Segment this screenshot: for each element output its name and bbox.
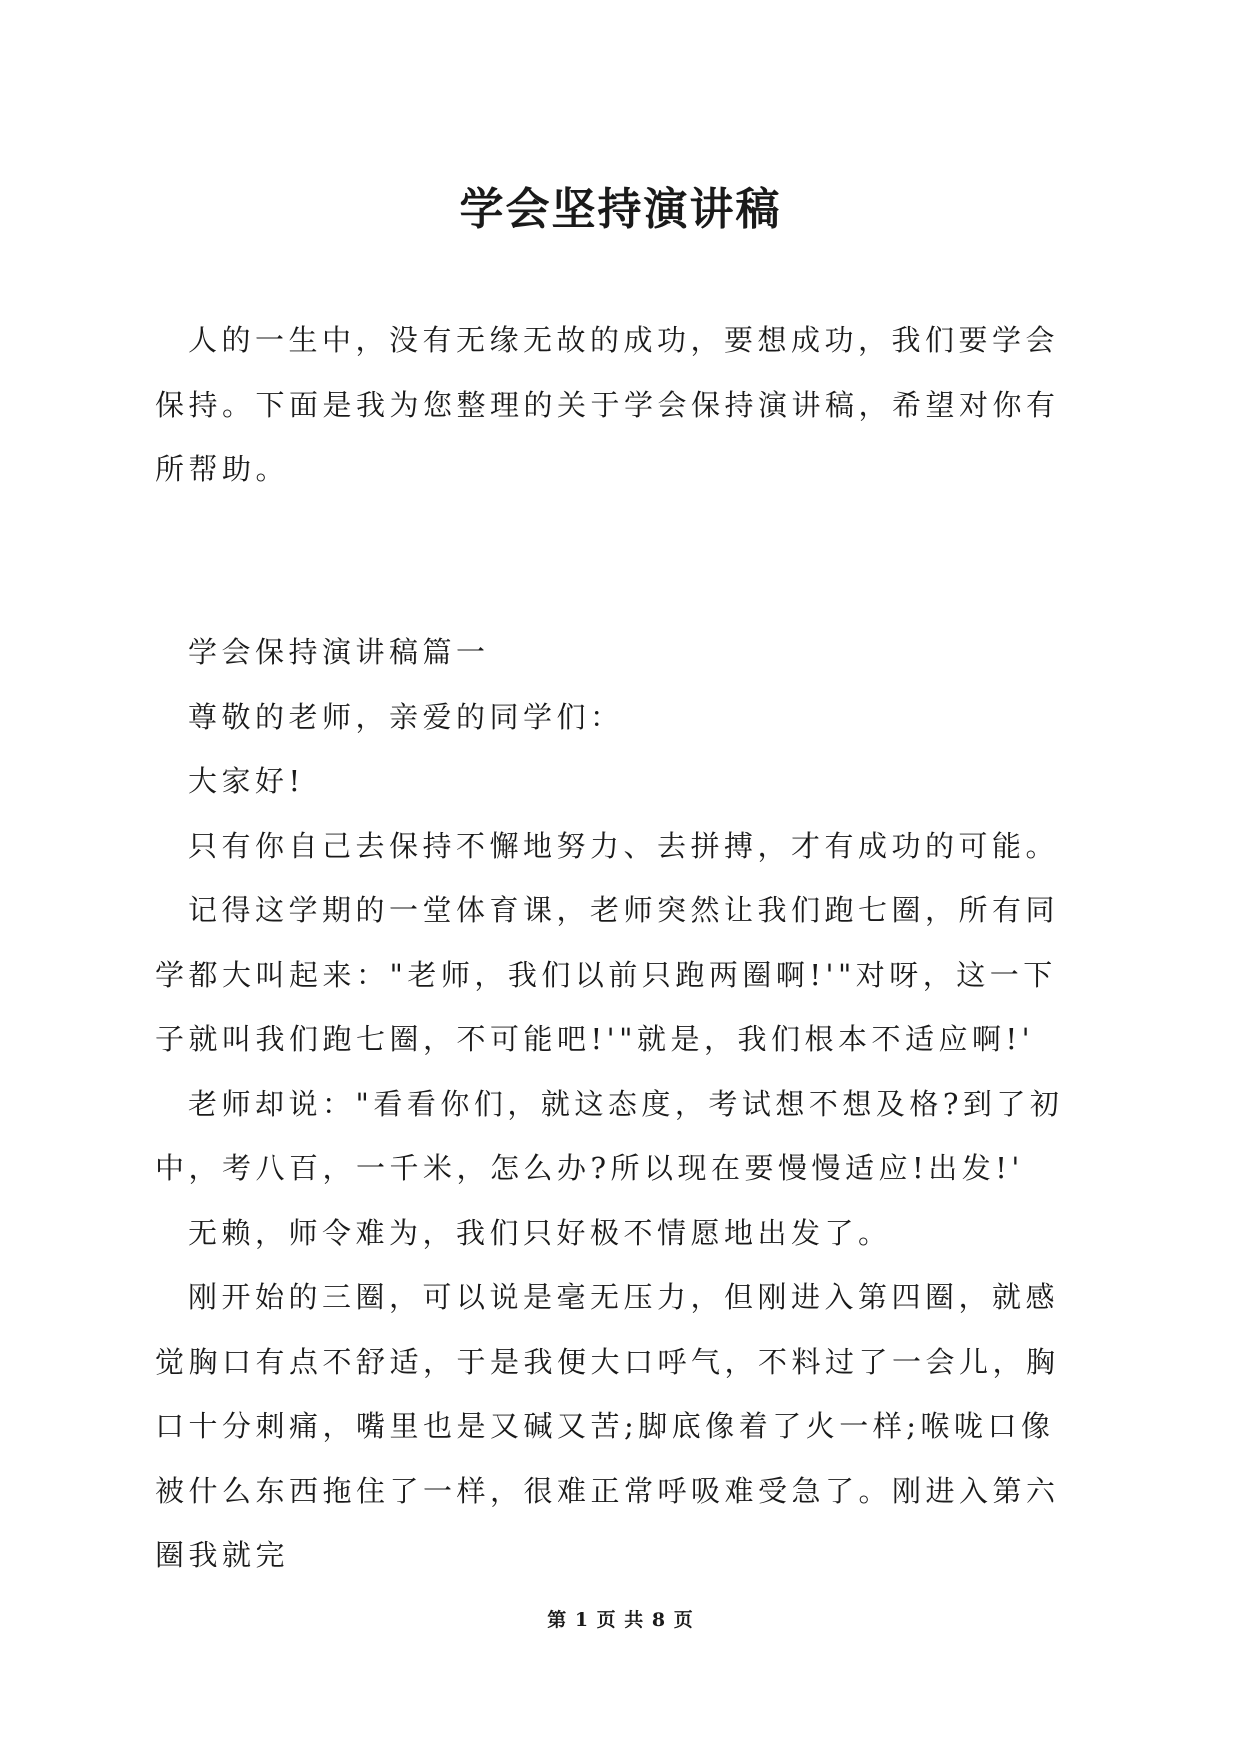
greeting: 大家好! xyxy=(188,764,305,798)
intro-section xyxy=(155,308,1085,502)
body-paragraph: 老师却说："看看你们，就这态度，考试想不想及格?到了初中，考八百，一千米，怎么办?所以现在要慢慢适应!出发!' xyxy=(155,1086,1064,1185)
page-number: 第 1 页 共 8 页 xyxy=(547,1609,694,1631)
intro-paragraph: 人的一生中，没有无缘无故的成功，要想成功，我们要学会保持。下面是我为您整理的关于学会保持演讲稿，希望对你有所帮助。 xyxy=(155,323,1060,486)
speech-section xyxy=(155,620,1085,1588)
body-paragraph: 无赖，师令难为，我们只好极不情愿地出发了。 xyxy=(188,1215,892,1250)
body-paragraph: 记得这学期的一堂体育课，老师突然让我们跑七圈，所有同学都大叫起来："老师，我们以前只跑两圈啊!'"对呀，这一下子就叫我们跑七圈，不可能吧!'"就是，我们根本不适应啊!' xyxy=(155,893,1060,1056)
salutation: 尊敬的老师，亲爱的同学们： xyxy=(188,699,624,734)
document-title: 学会坚持演讲稿 xyxy=(459,184,782,235)
body-paragraph: 刚开始的三圈，可以说是毫无压力，但刚进入第四圈，就感觉胸口有点不舒适，于是我便大口呼气，不料过了一会儿，胸口十分刺痛，嘴里也是又碱又苦;脚底像着了火一样;喉咙口像被什么东西拖住了一样，很难正常呼吸难受急了。刚进入第六圈我就完 xyxy=(155,1280,1060,1572)
body-paragraph: 只有你自己去保持不懈地努力、去拼搏，才有成功的可能。 xyxy=(188,828,1060,863)
section-heading: 学会保持演讲稿篇一 xyxy=(188,635,490,669)
